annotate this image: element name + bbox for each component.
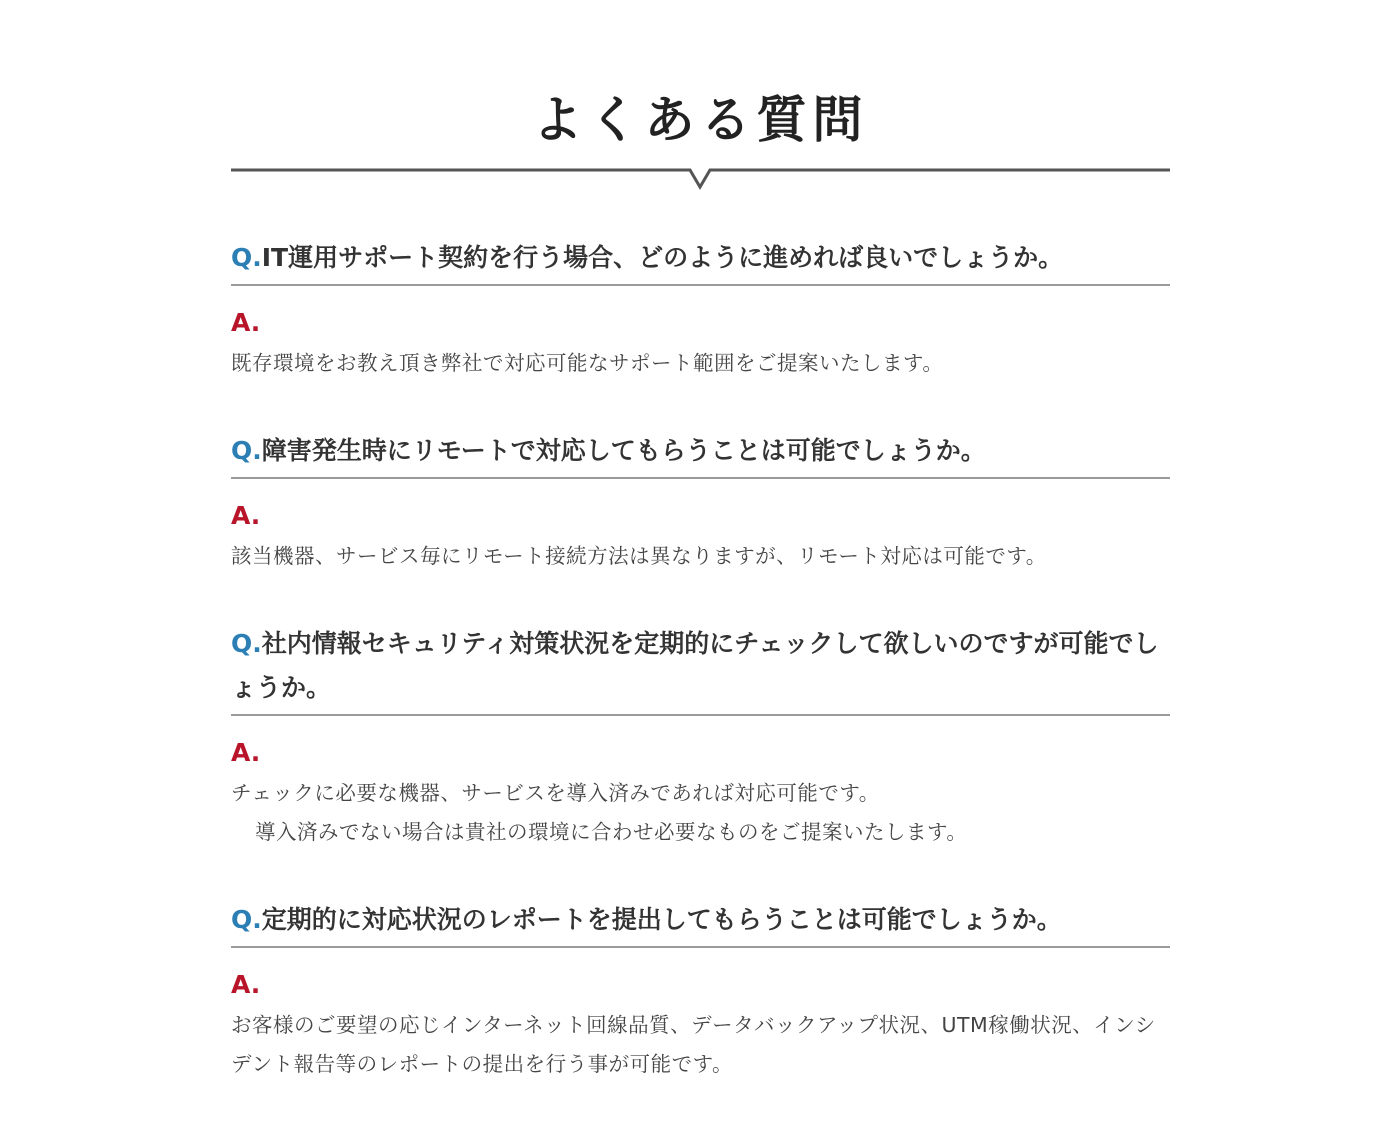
faq-answer-line: 導入済みでない場合は貴社の環境に合わせ必要なものをご提案いたします。 bbox=[255, 820, 968, 844]
faq-item-2 bbox=[231, 429, 1170, 576]
faq-answer bbox=[231, 344, 1170, 383]
faq-question[interactable] bbox=[231, 622, 1170, 716]
faq-answer-line: 該当機器、サービス毎にリモート接続方法は異なりますが、リモート対応は可能です。 bbox=[231, 544, 1047, 568]
faq-answer bbox=[231, 1006, 1170, 1084]
page-title: よくある質問 bbox=[532, 91, 869, 149]
q-mark: Q. bbox=[231, 629, 262, 658]
faq-question-text: 障害発生時にリモートで対応してもらうことは可能でしょうか。 bbox=[261, 436, 986, 465]
faq-answer-line: 既存環境をお教え頂き弊社で対応可能なサポート範囲をご提案いたします。 bbox=[231, 351, 944, 375]
faq-item-1 bbox=[231, 236, 1170, 383]
faq-question-text: 社内情報セキュリティ対策状況を定期的にチェックして欲しいのですが可能でしょうか。 bbox=[231, 629, 1159, 702]
faq-container bbox=[231, 0, 1170, 1084]
faq-item-3 bbox=[231, 622, 1170, 852]
faq-list bbox=[231, 236, 1170, 1084]
a-mark: A. bbox=[231, 738, 261, 767]
q-mark: Q. bbox=[231, 436, 262, 465]
faq-question[interactable] bbox=[231, 236, 1170, 286]
q-mark: Q. bbox=[231, 905, 262, 934]
a-mark: A. bbox=[231, 970, 261, 999]
faq-answer-line: チェックに必要な機器、サービスを導入済みであれば対応可能です。 bbox=[231, 781, 880, 805]
a-mark: A. bbox=[231, 308, 261, 337]
title-divider bbox=[231, 168, 1170, 192]
a-mark: A. bbox=[231, 501, 261, 530]
faq-answer bbox=[231, 537, 1170, 576]
faq-answer bbox=[231, 774, 1170, 852]
faq-item-4 bbox=[231, 898, 1170, 1084]
q-mark: Q. bbox=[231, 243, 262, 272]
faq-question[interactable] bbox=[231, 898, 1170, 948]
faq-question-text: IT運用サポート契約を行う場合、どのように進めれば良いでしょうか。 bbox=[261, 243, 1064, 272]
chevron-divider-icon bbox=[231, 168, 1170, 192]
faq-answer-line: お客様のご要望の応じインターネット回線品質、データバックアップ状況、UTM稼働状況、インシデント報告等のレポートの提出を行う事が可能です。 bbox=[231, 1013, 1156, 1076]
faq-question-text: 定期的に対応状況のレポートを提出してもらうことは可能でしょうか。 bbox=[261, 905, 1062, 934]
faq-question[interactable] bbox=[231, 429, 1170, 479]
